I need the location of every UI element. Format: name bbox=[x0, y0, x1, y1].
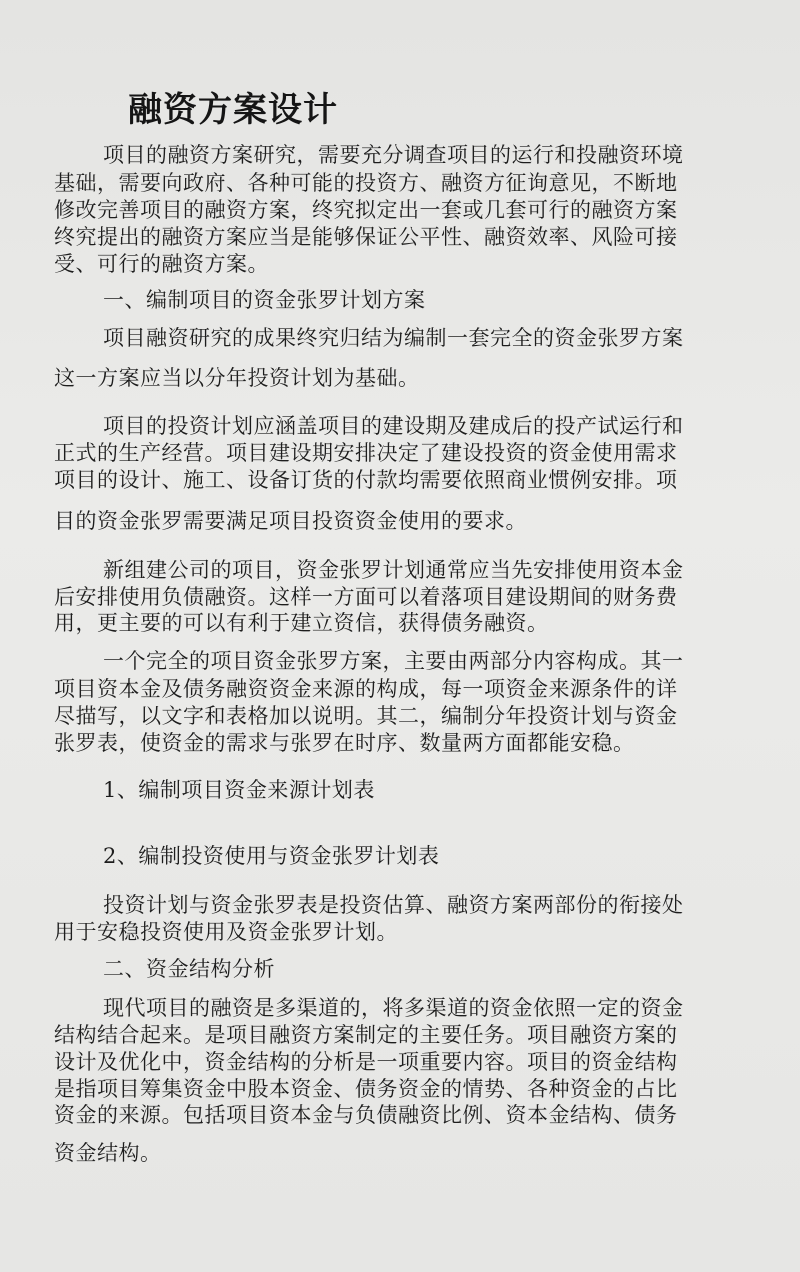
text-line: 项目的设计、施工、设备订货的付款均需要依照商业惯例安排。项 bbox=[54, 468, 678, 492]
text-line: 现代项目的融资是多渠道的，将多渠道的资金依照一定的资金 bbox=[103, 996, 684, 1020]
list-item: 1、编制项目资金来源计划表 bbox=[103, 778, 375, 802]
section-heading: 二、资金结构分析 bbox=[103, 957, 275, 981]
text-line: 资金的来源。包括项目资本金与负债融资比例、资本金结构、债务 bbox=[54, 1103, 678, 1127]
text-line: 这一方案应当以分年投资计划为基础。 bbox=[54, 366, 420, 390]
text-line: 尽描写，以文字和表格加以说明。其二，编制分年投资计划与资金 bbox=[54, 704, 678, 728]
text-line: 新组建公司的项目，资金张罗计划通常应当先安排使用资本金 bbox=[103, 558, 684, 582]
list-item: 2、编制投资使用与资金张罗计划表 bbox=[103, 844, 440, 868]
text-line: 基础，需要向政府、各种可能的投资方、融资方征询意见，不断地 bbox=[54, 171, 678, 195]
text-line: 用于安稳投资使用及资金张罗计划。 bbox=[54, 920, 398, 944]
text-line: 结构结合起来。是项目融资方案制定的主要任务。项目融资方案的 bbox=[54, 1023, 678, 1047]
text-line: 是指项目筹集资金中股本资金、债务资金的情势、各种资金的占比 bbox=[54, 1077, 678, 1101]
text-line: 资金结构。 bbox=[54, 1141, 162, 1165]
document-title: 融资方案设计 bbox=[128, 90, 338, 130]
text-line: 终究提出的融资方案应当是能够保证公平性、融资效率、风险可接 bbox=[54, 225, 678, 249]
text-line: 修改完善项目的融资方案，终究拟定出一套或几套可行的融资方案 bbox=[54, 198, 678, 222]
text-line: 设计及优化中，资金结构的分析是一项重要内容。项目的资金结构 bbox=[54, 1050, 678, 1074]
text-line: 项目融资研究的成果终究归结为编制一套完全的资金张罗方案 bbox=[103, 326, 684, 350]
text-line: 张罗表，使资金的需求与张罗在时序、数量两方面都能安稳。 bbox=[54, 731, 635, 755]
text-line: 后安排使用负债融资。这样一方面可以着落项目建设期间的财务费 bbox=[54, 585, 678, 609]
text-line: 投资计划与资金张罗表是投资估算、融资方案两部份的衔接处 bbox=[103, 893, 684, 917]
text-line: 项目的融资方案研究，需要充分调查项目的运行和投融资环境 bbox=[103, 143, 684, 167]
text-line: 正式的生产经营。项目建设期安排决定了建设投资的资金使用需求 bbox=[54, 441, 678, 465]
section-heading: 一、编制项目的资金张罗计划方案 bbox=[103, 288, 426, 312]
text-line: 受、可行的融资方案。 bbox=[54, 252, 269, 276]
text-line: 目的资金张罗需要满足项目投资资金使用的要求。 bbox=[54, 509, 527, 533]
text-line: 一个完全的项目资金张罗方案，主要由两部分内容构成。其一 bbox=[103, 649, 684, 673]
text-line: 项目的投资计划应涵盖项目的建设期及建成后的投产试运行和 bbox=[103, 414, 684, 438]
text-line: 项目资本金及债务融资资金来源的构成，每一项资金来源条件的详 bbox=[54, 677, 678, 701]
text-line: 用，更主要的可以有利于建立资信，获得债务融资。 bbox=[54, 611, 549, 635]
